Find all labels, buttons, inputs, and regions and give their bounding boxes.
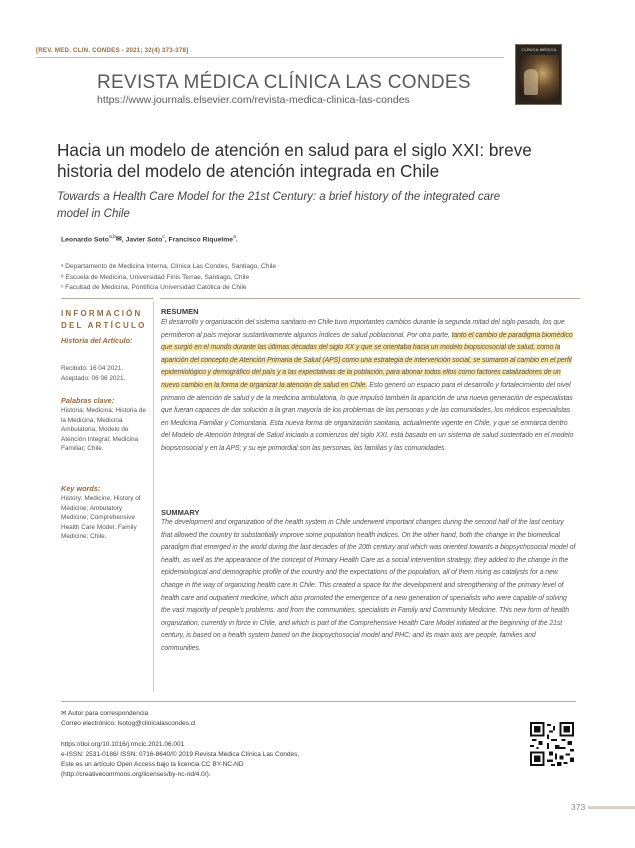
history-heading: Historia del Artículo: xyxy=(61,336,133,345)
qr-code-icon xyxy=(530,722,574,766)
affiliation-item: ᵇ Escuela de Medicina, Universidad Finis Terrae, Santiago, Chile xyxy=(61,273,250,281)
sidebar-rule xyxy=(61,298,153,299)
mail-icon: ✉ xyxy=(61,710,67,717)
article-info-heading-line: DEL ARTÍCULO xyxy=(61,321,147,330)
resumen-text-part: Esto generó un espacio para el desarrollo y fortalecimiento del nivel primario de atención de salud y de la medicina ambulatoria, lo que impulsó también la aparición de una nueva generación de especialistas que fueran capaces de dar solución a la gran mayoría de los problemas de las personas y de las comunidades, los médicos especialistas en Medicina Familiar y Comunitaria. Esta nueva forma de organización sanitaria, actualmente vigente en Chile, y que se enmarca dentro del Modelo de Atención Integral de Salud iniciado a comienzos del siglo XXI, está basado en un sistema de salud sustentado en el modelo biopsicosocial y en la APS; y su eje primordial son las personas, las familias y las comunidades. xyxy=(161,381,574,452)
resumen-text-part: El desarrollo y organización del sistema sanitario en Chile tuvo importantes cambios durante la segunda mitad del siglo pasado, los que permitieron al país mejorar sustantivamente algunos índices de salud poblacional. Por otra parte, xyxy=(161,319,565,339)
journal-url[interactable]: https://www.journals.elsevier.com/revista-medica-clinica-las-condes xyxy=(97,94,410,106)
author-name: , Javier Soto xyxy=(121,236,163,244)
article-info-heading-line: INFORMACIÓN xyxy=(61,309,143,318)
affiliation-item: ᵃ Departamento de Medicina Interna, Clínica Las Condes, Santiago, Chile xyxy=(61,263,277,270)
accepted-date: Aceptado: 06 06 2021. xyxy=(61,375,126,382)
author-superscript: a,b xyxy=(108,234,116,240)
issn-line: e-ISSN: 2531-0186/ ISSN: 0716-8640/© 2019 Revista Médica Clínica Las Condes. xyxy=(61,751,300,758)
article-subtitle: Towards a Health Care Model for the 21st Century: a brief history of the integrated care model in Chile xyxy=(57,191,501,220)
keywords-en: History; Medicine; History of Medicine; Ambulatory Medicine; Comprehensive Health Care Model; Family Medicine; Chile. xyxy=(61,495,141,541)
page-number: 373 xyxy=(571,802,586,812)
resumen-text xyxy=(161,317,576,456)
article-title: Hacia un modelo de atención en salud para el siglo XXI: breve historia del modelo de atención integrada en Chile xyxy=(57,140,532,181)
author-list xyxy=(61,234,238,243)
corresponding-email[interactable]: Correo electrónico: lsotog@clinicalascondes.cl xyxy=(61,720,196,727)
resumen-highlighted-text: tanto el cambio de paradigma biomédico que surgió en el mundo durante las últimas décadas del siglo XX y que se orientaba hacia un modelo biopsicosocial de salud, como la aparición del concepto de Atención Primaria de Salud (APS) como una estrategia de intervención social, se sumaron al cambio en el perfil epidemiológico y demográfico del país y a las expectativas de la población, para abonar todos ellos como factores catalizadores de un nuevo cambio en la forma de organizar la atención de salud en Chile. xyxy=(161,331,573,389)
main-rule xyxy=(160,298,580,299)
author-superscript: a xyxy=(233,234,236,240)
affiliation-item: ᶜ Facultad de Medicina, Pontificia Universidad Católica de Chile xyxy=(61,284,247,291)
journal-cover-image xyxy=(515,44,562,105)
received-date: Recibido: 16 04 2021. xyxy=(61,365,124,372)
affiliations xyxy=(61,262,276,294)
author-list-end: . xyxy=(235,236,238,244)
keywords-es: Historia; Medicina; Historia de la Medicina; Medicina Ambulatoria; Modelo de Atención Integral; Medicina Familiar; Chile. xyxy=(61,407,146,453)
keywords-es-heading: Palabras clave: xyxy=(61,396,115,405)
summary-text: The development and organization of the health system in Chile underwent important changes during the second half of the last century that allowed the country to substantially improve some population health indices. On the other hand, both the change in the biomedical paradigm that emerged in the world during the last decades of the 20th century and which was oriented towards a biopsychosocial model of health, as well as the appearance of the concept of Primary Health Care as a social intervention strategy, they added to the change in the epidemiological and demographic profile of the country and the expectations of the population, all of them rising as catalysts for a new change in the way of organizing health care in Chile. This created a space for the development and strengthening of the primary level of health care and outpatient medicine, which also promoted the emergence of a new generation of specialists who were capable of solving the vast majority of people's problems. and from the communities, specialists in Family and Community Medicine. This new form of health organization, currently in force in Chile, and which is part of the Comprehensive Health Care Model initiated at the beginning of the 21st century, is based on a health system based on the biopsychosocial model and PHC; and its main axis are people, families and communities. xyxy=(161,519,576,652)
author-name: , Francisco Riquelme xyxy=(164,236,234,244)
corresponding-label: Autor para correspondencia xyxy=(67,710,149,717)
cover-title: CLÍNICA MÉDICA xyxy=(521,47,557,52)
license-line: Este es un artículo Open Access bajo la licencia CC BY-NC-ND xyxy=(61,761,244,768)
page-number-bar xyxy=(588,806,635,809)
doi-link[interactable]: https://doi.org/10.1016/j.rmclc.2021.06.001 xyxy=(61,741,185,748)
column-divider xyxy=(153,302,154,692)
correspondence-mail-icon[interactable]: ✉ xyxy=(115,236,122,244)
corresponding-author xyxy=(61,709,148,719)
footer-rule xyxy=(61,701,576,702)
keywords-en-heading: Key words: xyxy=(61,484,101,493)
resumen-heading: RESUMEN xyxy=(161,307,199,316)
author-superscript: c xyxy=(162,234,165,240)
header-rule xyxy=(36,57,504,58)
article-info-heading xyxy=(61,308,149,332)
summary-heading: SUMMARY xyxy=(161,508,200,517)
journal-name: REVISTA MÉDICA CLÍNICA LAS CONDES xyxy=(97,72,471,93)
journal-citation: [REV. MED. CLIN. CONDES - 2021; 32(4) 373-378] xyxy=(36,47,189,54)
license-link[interactable]: (http://creativecommons.org/licenses/by-nc-nd/4.0/). xyxy=(61,771,211,778)
cover-figure xyxy=(524,69,538,95)
author-name: Leonardo Soto xyxy=(61,236,109,244)
